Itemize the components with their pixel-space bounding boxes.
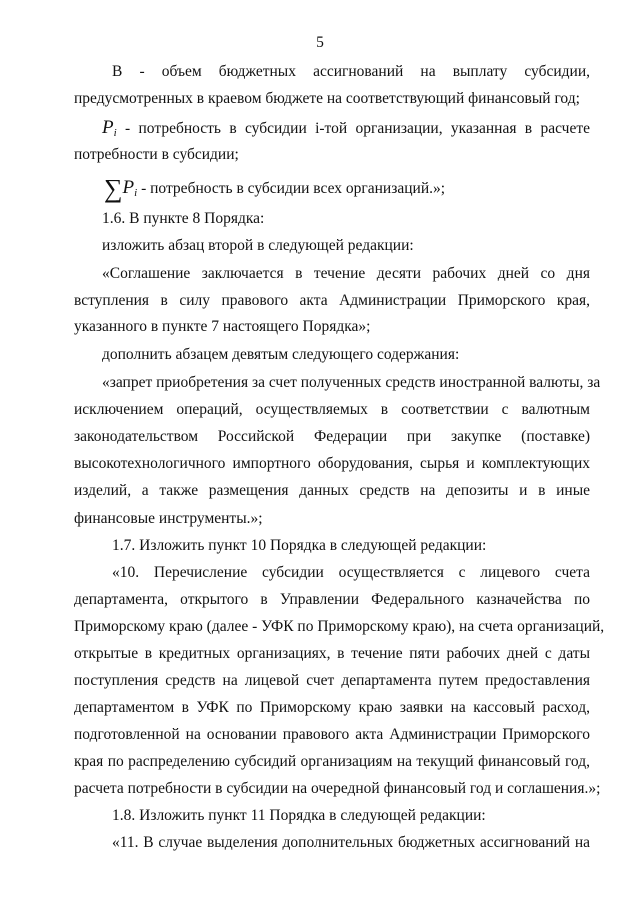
text-line: подготовленной на основании правового акта Администрации Приморского [74,726,590,743]
text-line: расчета потребности в субсидии на очередной финансовый год и соглашения.»; [74,780,601,797]
text-line: вступления в силу правового акта Администрации Приморского края, [74,292,590,309]
text-line: «10. Перечисление субсидии осуществляется с лицевого счета [112,564,590,581]
text-line: открытые в кредитных организациях, в течение пяти рабочих дней с даты [74,645,590,662]
formula-subscript: i [113,127,117,139]
text-line: Приморскому краю (далее - УФК по Приморскому краю), на счета организаций, [74,618,605,635]
formula-symbol: P [102,117,114,138]
text-line: 1.7. Изложить пункт 10 Порядка в следующей редакции: [112,537,487,554]
text-line: поступления средств на лицевой счет департамента путем предоставления [74,672,590,689]
formula-line [104,174,590,203]
page-number: 5 [316,34,324,51]
text-line: указанного в пункте 7 настоящего Порядка»; [74,318,371,335]
text-line: предусмотренных в краевом бюджете на соответствующий финансовый год; [74,90,580,107]
text-line: дополнить абзацем девятым следующего содержания: [102,346,460,363]
text-line: департамента, открытого в Управлении Федерального казначейства по [74,591,590,608]
text-line: 1.8. Изложить пункт 11 Порядка в следующей редакции: [112,807,486,824]
text-line: «запрет приобретения за счет полученных средств иностранной валюты, за [102,374,601,391]
text-line: изложить абзац второй в следующей редакции: [102,237,414,254]
text-line: потребности в субсидии; [74,146,239,163]
text-line: финансовые инструменты.»; [74,510,263,527]
text-line: - потребность в субсидии всех организаций.»; [137,180,446,197]
text-line: изделий, а также размещения данных средств на депозиты и в иные [74,482,590,499]
text-line: «Соглашение заключается в течение десяти рабочих дней со дня [102,265,590,282]
text-line: В - объем бюджетных ассигнований на выплату субсидии, [112,63,590,80]
text-line: высокотехнологичного импортного оборудования, сырья и комплектующих [74,455,590,472]
text-line: исключением операций, осуществляемых в соответствии с валютным [74,401,590,418]
text-line: «11. В случае выделения дополнительных бюджетных ассигнований на [112,834,590,851]
sum-symbol: ∑ [104,174,123,203]
text-line: департаментом в УФК по Приморскому краю заявки на кассовый расход, [74,699,590,716]
text-line: законодательством Российской Федерации при закупке (поставке) [74,428,590,445]
formula-line [102,118,590,143]
formula-subscript: i [134,187,138,199]
text-line: края по распределению субсидий организациям на текущий финансовый год, [74,753,590,770]
text-line: - потребность в субсидии i-той организации, указанная в расчете [116,120,590,137]
text-line: 1.6. В пункте 8 Порядка: [102,210,265,227]
formula-symbol: P [122,177,135,198]
